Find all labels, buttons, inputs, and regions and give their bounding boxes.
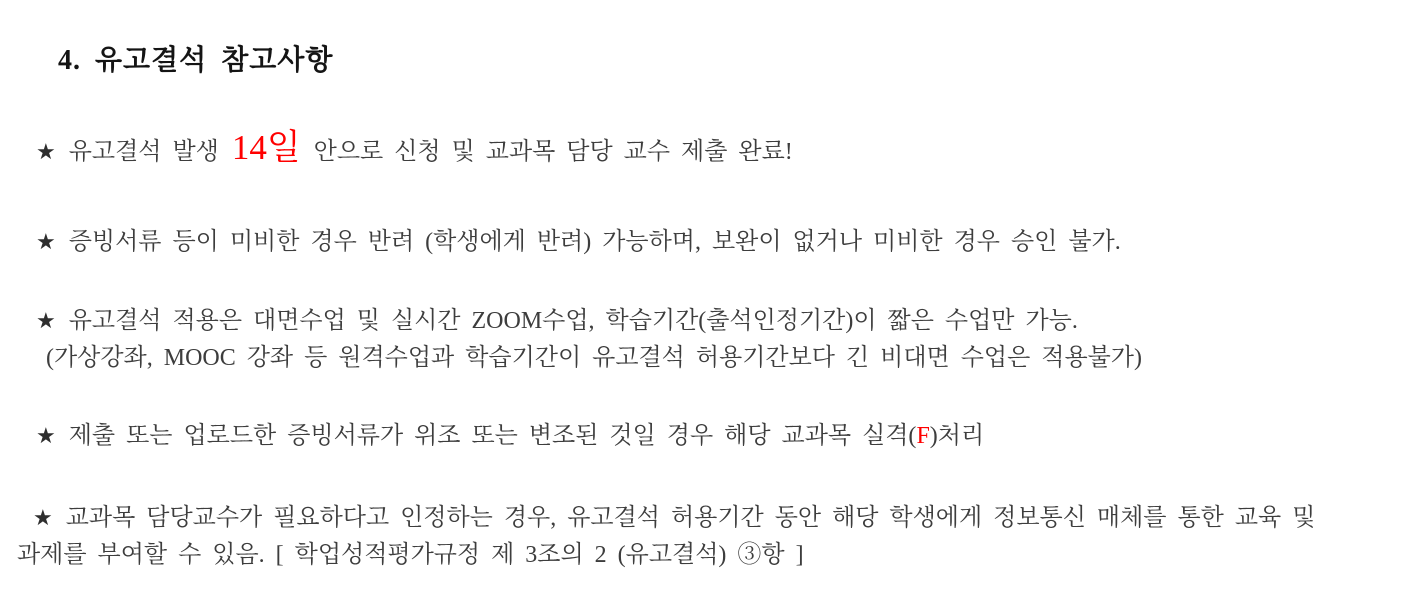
bullet-professor-line2 bbox=[17, 537, 1315, 574]
star-bullet-icon: ★ bbox=[36, 308, 56, 333]
bullet-documents-text: 증빙서류 등이 미비한 경우 반려 (학생에게 반려) 가능하며, 보완이 없거나 미비한 경우 승인 불가. bbox=[68, 229, 1121, 255]
bullet-documents bbox=[36, 225, 1121, 259]
bullet-professor bbox=[17, 499, 1315, 574]
bullet-applicability-text2: (가상강좌, MOOC 강좌 등 원격수업과 학습기간이 유고결석 허용기간보다 긴 비대면 수업은 적용불가) bbox=[46, 345, 1142, 371]
bullet-applicability-line2 bbox=[36, 340, 1142, 377]
bullet-professor-text2: 과제를 부여할 수 있음. [ 학업성적평가규정 제 3조의 2 (유고결석) ③항 ] bbox=[17, 542, 804, 568]
bullet-professor-text1: 교과목 담당교수가 필요하다고 인정하는 경우, 유고결석 허용기간 동안 해당 학생에게 정보통신 매체를 통한 교육 및 bbox=[65, 505, 1316, 531]
star-bullet-icon: ★ bbox=[36, 423, 56, 448]
bullet-deadline-text-pre: 유고결석 발생 bbox=[68, 139, 219, 165]
star-bullet-icon: ★ bbox=[33, 505, 53, 530]
bullet-deadline bbox=[36, 126, 793, 174]
bullet-applicability-line1 bbox=[36, 302, 1142, 340]
fail-grade-highlight: F bbox=[916, 423, 930, 449]
star-bullet-icon: ★ bbox=[36, 139, 56, 164]
bullet-applicability bbox=[36, 302, 1142, 377]
bullet-forgery bbox=[36, 419, 984, 453]
bullet-forgery-text-pre: 제출 또는 업로드한 증빙서류가 위조 또는 변조된 것일 경우 해당 교과목 실격( bbox=[68, 423, 917, 449]
bullet-deadline-text-post: 안으로 신청 및 교과목 담당 교수 제출 완료! bbox=[313, 139, 793, 165]
bullet-applicability-text1: 유고결석 적용은 대면수업 및 실시간 ZOOM수업, 학습기간(출석인정기간)이 짧은 수업만 가능. bbox=[68, 308, 1078, 334]
deadline-days-highlight: 14일 bbox=[231, 128, 301, 167]
bullet-forgery-text-post: )처리 bbox=[929, 423, 985, 449]
bullet-professor-line1 bbox=[17, 499, 1315, 537]
section-title: 4. 유고결석 참고사항 bbox=[58, 45, 334, 76]
star-bullet-icon: ★ bbox=[36, 229, 56, 254]
